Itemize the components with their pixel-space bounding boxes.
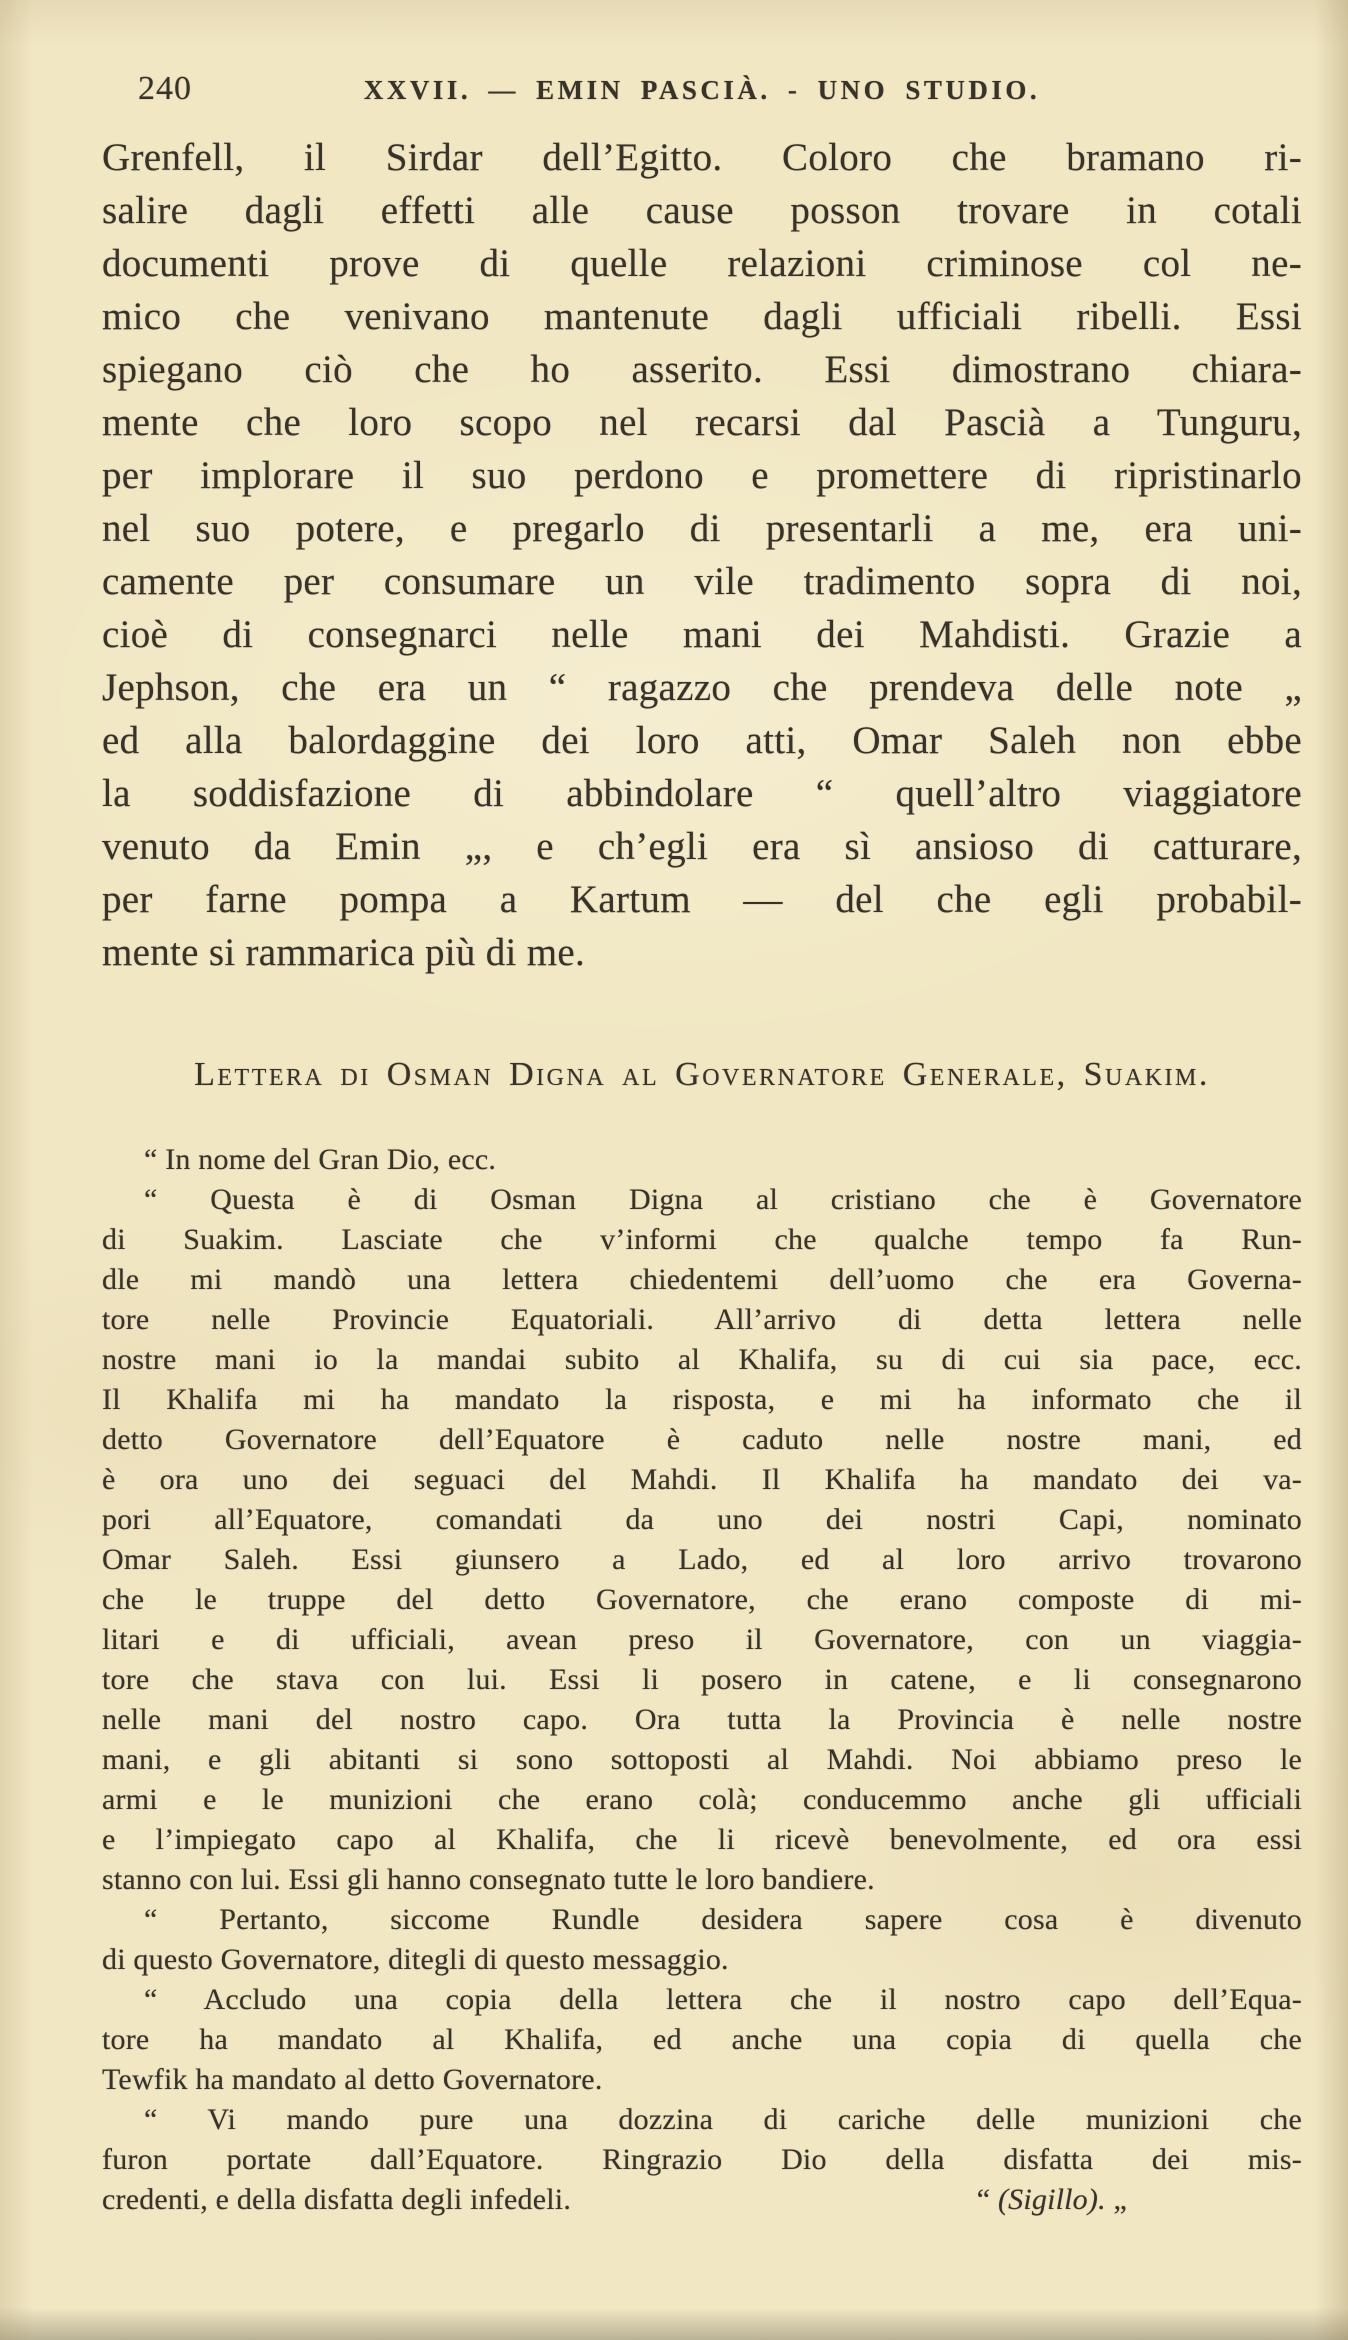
text-line: venuto da Emin „, e ch’egli era sì ansioso di catturare, bbox=[102, 825, 1302, 868]
text-line: cioè di consegnarci nelle mani dei Mahdisti. Grazie a bbox=[102, 613, 1302, 656]
text-line: pori all’Equatore, comandati da uno dei nostri Capi, nominato bbox=[102, 1503, 1302, 1536]
text-line: mente si rammarica più di me. bbox=[102, 931, 586, 974]
running-title: XXVII. — EMIN PASCIÀ. - UNO STUDIO. bbox=[363, 75, 1041, 105]
text-line: Grenfell, il Sirdar dell’Egitto. Coloro che bramano ri- bbox=[102, 136, 1302, 179]
text-line: che le truppe del detto Governatore, che erano composte di mi- bbox=[102, 1583, 1302, 1616]
text-line: Jephson, che era un “ ragazzo che prendeva delle note „ bbox=[102, 666, 1302, 709]
letter-closing-text: credenti, e della disfatta degli infedeli. bbox=[102, 2183, 572, 2216]
seal-close-quote: „ bbox=[1105, 2183, 1127, 2216]
letter-closing-line bbox=[102, 2180, 1302, 2220]
text-line: dle mi mandò una lettera chiedentemi dell’uomo che era Governa- bbox=[102, 1263, 1302, 1296]
text-line: tore che stava con lui. Essi li posero in catene, e li consegnarono bbox=[102, 1663, 1302, 1696]
text-line: nelle mani del nostro capo. Ora tutta la Provincia è nelle nostre bbox=[102, 1703, 1302, 1736]
text-line: per farne pompa a Kartum — del che egli probabil- bbox=[102, 878, 1302, 921]
text-line: armi e le munizioni che erano colà; conducemmo anche gli ufficiali bbox=[102, 1783, 1302, 1816]
text-line: “ Pertanto, siccome Rundle desidera sapere cosa è divenuto bbox=[144, 1903, 1302, 1936]
text-line: “ Accludo una copia della lettera che il nostro capo dell’Equa- bbox=[144, 1983, 1302, 2016]
text-line: di questo Governatore, ditegli di questo messaggio. bbox=[102, 1943, 729, 1976]
text-line: tore nelle Provincie Equatoriali. All’arrivo di detta lettera nelle bbox=[102, 1303, 1302, 1336]
text-line: “ Questa è di Osman Digna al cristiano che è Governatore bbox=[144, 1183, 1302, 1216]
letter-body bbox=[102, 1140, 1302, 2220]
text-line: Tewfik ha mandato al detto Governatore. bbox=[102, 2063, 603, 2096]
text-line: spiegano ciò che ho asserito. Essi dimostrano chiara- bbox=[102, 348, 1302, 391]
seal-note bbox=[977, 2180, 1127, 2220]
text-line: camente per consumare un vile tradimento sopra di noi, bbox=[102, 560, 1302, 603]
text-line: è ora uno dei seguaci del Mahdi. Il Khalifa ha mandato dei va- bbox=[102, 1463, 1302, 1496]
text-line: tore ha mandato al Khalifa, ed anche una copia di quella che bbox=[102, 2023, 1302, 2056]
text-line: stanno con lui. Essi gli hanno consegnato tutte le loro bandiere. bbox=[102, 1863, 875, 1896]
text-line: di Suakim. Lasciate che v’informi che qualche tempo fa Run- bbox=[102, 1223, 1302, 1256]
text-line: mente che loro scopo nel recarsi dal Pascià a Tunguru, bbox=[102, 401, 1302, 444]
text-line: salire dagli effetti alle cause posson trovare in cotali bbox=[102, 189, 1302, 232]
text-line: la soddisfazione di abbindolare “ quell’altro viaggiatore bbox=[102, 772, 1302, 815]
seal-word: (Sigillo). bbox=[997, 2183, 1106, 2216]
text-line: “ Vi mando pure una dozzina di cariche delle munizioni che bbox=[144, 2103, 1302, 2136]
main-paragraph bbox=[102, 131, 1302, 979]
text-line: litari e di ufficiali, avean preso il Governatore, con un viaggia- bbox=[102, 1623, 1302, 1656]
page-number: 240 bbox=[138, 70, 192, 107]
text-line: mico che venivano mantenute dagli ufficiali ribelli. Essi bbox=[102, 295, 1302, 338]
text-line: furon portate dall’Equatore. Ringrazio Dio della disfatta dei mis- bbox=[102, 2143, 1302, 2176]
text-line: detto Governatore dell’Equatore è caduto nelle nostre mani, ed bbox=[102, 1423, 1302, 1456]
text-line: mani, e gli abitanti si sono sottoposti al Mahdi. Noi abbiamo preso le bbox=[102, 1743, 1302, 1776]
text-line: Omar Saleh. Essi giunsero a Lado, ed al loro arrivo trovarono bbox=[102, 1543, 1302, 1576]
text-line: nel suo potere, e pregarlo di presentarli a me, era uni- bbox=[102, 507, 1302, 550]
text-line: nostre mani io la mandai subito al Khalifa, su di cui sia pace, ecc. bbox=[102, 1343, 1302, 1376]
letter-lines bbox=[102, 1140, 1302, 2180]
text-line: documenti prove di quelle relazioni criminose col ne- bbox=[102, 242, 1302, 285]
text-line: ed alla balordaggine dei loro atti, Omar Saleh non ebbe bbox=[102, 719, 1302, 762]
letter-heading: Lettera di Osman Digna al Governatore Generale, Suakim. bbox=[194, 1056, 1210, 1093]
seal-open-quote: “ bbox=[976, 2183, 998, 2216]
text-line: e l’impiegato capo al Khalifa, che li ricevè benevolmente, ed ora essi bbox=[102, 1823, 1302, 1856]
text-line: Il Khalifa mi ha mandato la risposta, e mi ha informato che il bbox=[102, 1383, 1302, 1416]
text-line: per implorare il suo perdono e promettere di ripristinarlo bbox=[102, 454, 1302, 497]
page-header bbox=[102, 70, 1302, 114]
text-line: “ In nome del Gran Dio, ecc. bbox=[144, 1143, 497, 1176]
